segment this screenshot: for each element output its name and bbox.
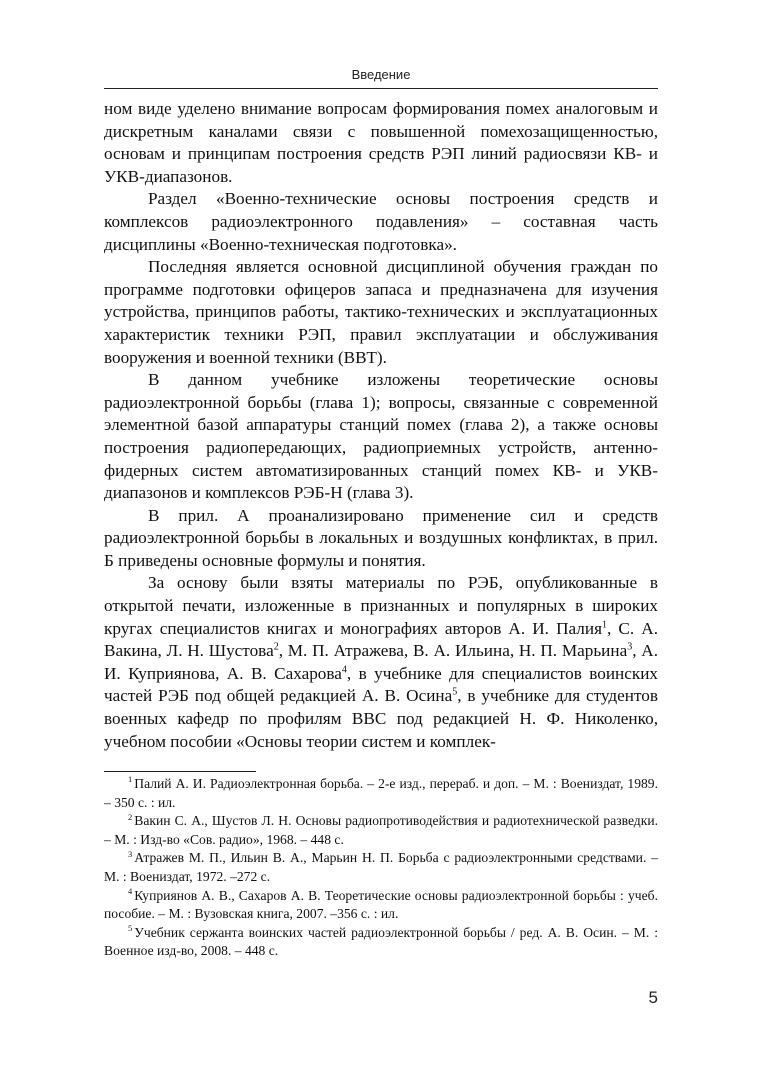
header-divider [104,88,658,89]
sources-text-3: , М. П. Атражева, В. А. Ильина, Н. П. Марьина [278,641,628,661]
footnote-ref-5: 5 [452,686,458,698]
footnote-divider [104,771,256,772]
paragraph-appendix: В прил. А проанализировано применение сил и средств радиоэлектронной борьбы в локальных и воздушных конфликтах, в прил. Б приведены основные формулы и понятия. [104,505,658,570]
footnote-3 [104,849,658,886]
paragraph-sources [104,572,658,753]
footnote-number: 5 [128,923,133,934]
footnote-ref-4: 4 [341,664,347,676]
footnote-number: 2 [128,811,133,822]
sources-text-1: За основу были взяты материалы по РЭБ, опубликованные в открытой печати, изложенные в признанных и популярных в широких кругах специалистов книгах и монографиях авторов А. И. Палия [104,573,658,638]
sources-text-4: , А. И. Куприянова, А. В. Сахарова [104,641,658,683]
footnote-1 [104,775,658,812]
footnote-ref-1: 1 [601,618,607,630]
footnote-5 [104,924,658,961]
paragraph-continuation: ном виде уделено внимание вопросам формирования помех аналоговым и дискретным каналами связи с повышенной помехозащищенностью, основам и принципам построения средств РЭП линий радиосвязи КВ- и УКВ-диапазонов. [104,99,658,186]
running-header: Введение [351,67,411,82]
footnote-text: Палий А. И. Радиоэлектронная борьба. – 2-е изд., перераб. и доп. – М. : Воениздат, 1989. – 350 с. : ил. [104,776,658,810]
footnote-number: 3 [128,848,133,859]
footnote-text: Атражев М. П., Ильин В. А., Марьин Н. П. Борьба с радиоэлектронными средствами. – М. : Воениздат, 1972. –272 с. [104,850,658,884]
sources-text-6: , в учебнике для студентов военных кафедр по профилям ВВС под редакцией Н. Ф. Николенко, учебном пособии «Основы теории систем и комплек- [104,686,658,751]
page-number: 5 [648,988,658,1007]
footnote-ref-3: 3 [627,641,633,653]
sources-text-2: , С. А. Вакина, Л. Н. Шустова [104,618,658,661]
main-text [104,98,658,753]
footnote-text: Куприянов А. В., Сахаров А. В. Теоретические основы радиоэлектронной борьбы : учеб. пособие. – М. : Вузовская книга, 2007. –356 с. : ил. [104,887,658,922]
footnote-text: Учебник сержанта воинских частей радиоэлектронной борьбы / ред. А. В. Осин. – М. : Военное изд-во, 2008. – 448 с. [104,924,658,959]
footnote-2 [104,812,658,849]
sources-text-5: , в учебнике для специалистов воинских частей РЭБ под общей редакцией А. В. Осина [104,663,658,706]
footnote-text: Вакин С. А., Шустов Л. Н. Основы радиопротиводействия и радиотехнической разведки. – М. : Изд-во «Сов. радио», 1968. – 448 с. [104,813,658,847]
paragraph-contents: В данном учебнике изложены теоретические основы радиоэлектронной борьбы (глава 1); вопросы, связанные с современной элементной базой аппаратуры станций помех (глава 2), а также основы построения радиопередающих, радиоприемных устройств, антенно-фидерных систем автоматизированных станций помех КВ- и УКВ-диапазонов и комплексов РЭБ-Н (глава 3). [104,370,658,503]
footnote-number: 4 [128,886,133,897]
footnote-number: 1 [128,774,133,785]
paragraph-section: Раздел «Военно-технические основы построения средств и комплексов радиоэлектронного подавления» – составная часть дисциплины «Военно-техническая подготовка». [104,189,658,254]
footnote-ref-2: 2 [273,641,279,653]
paragraph-discipline: Последняя является основной дисциплиной обучения граждан по программе подготовки офицеров запаса и предназначена для изучения устройства, принципов работы, тактико-технических и эксплуатационных характеристик техники РЭП, правил эксплуатации и обслуживания вооружения и военной техники (ВВТ). [104,257,658,367]
footnote-4 [104,887,658,924]
footnotes [104,775,658,961]
